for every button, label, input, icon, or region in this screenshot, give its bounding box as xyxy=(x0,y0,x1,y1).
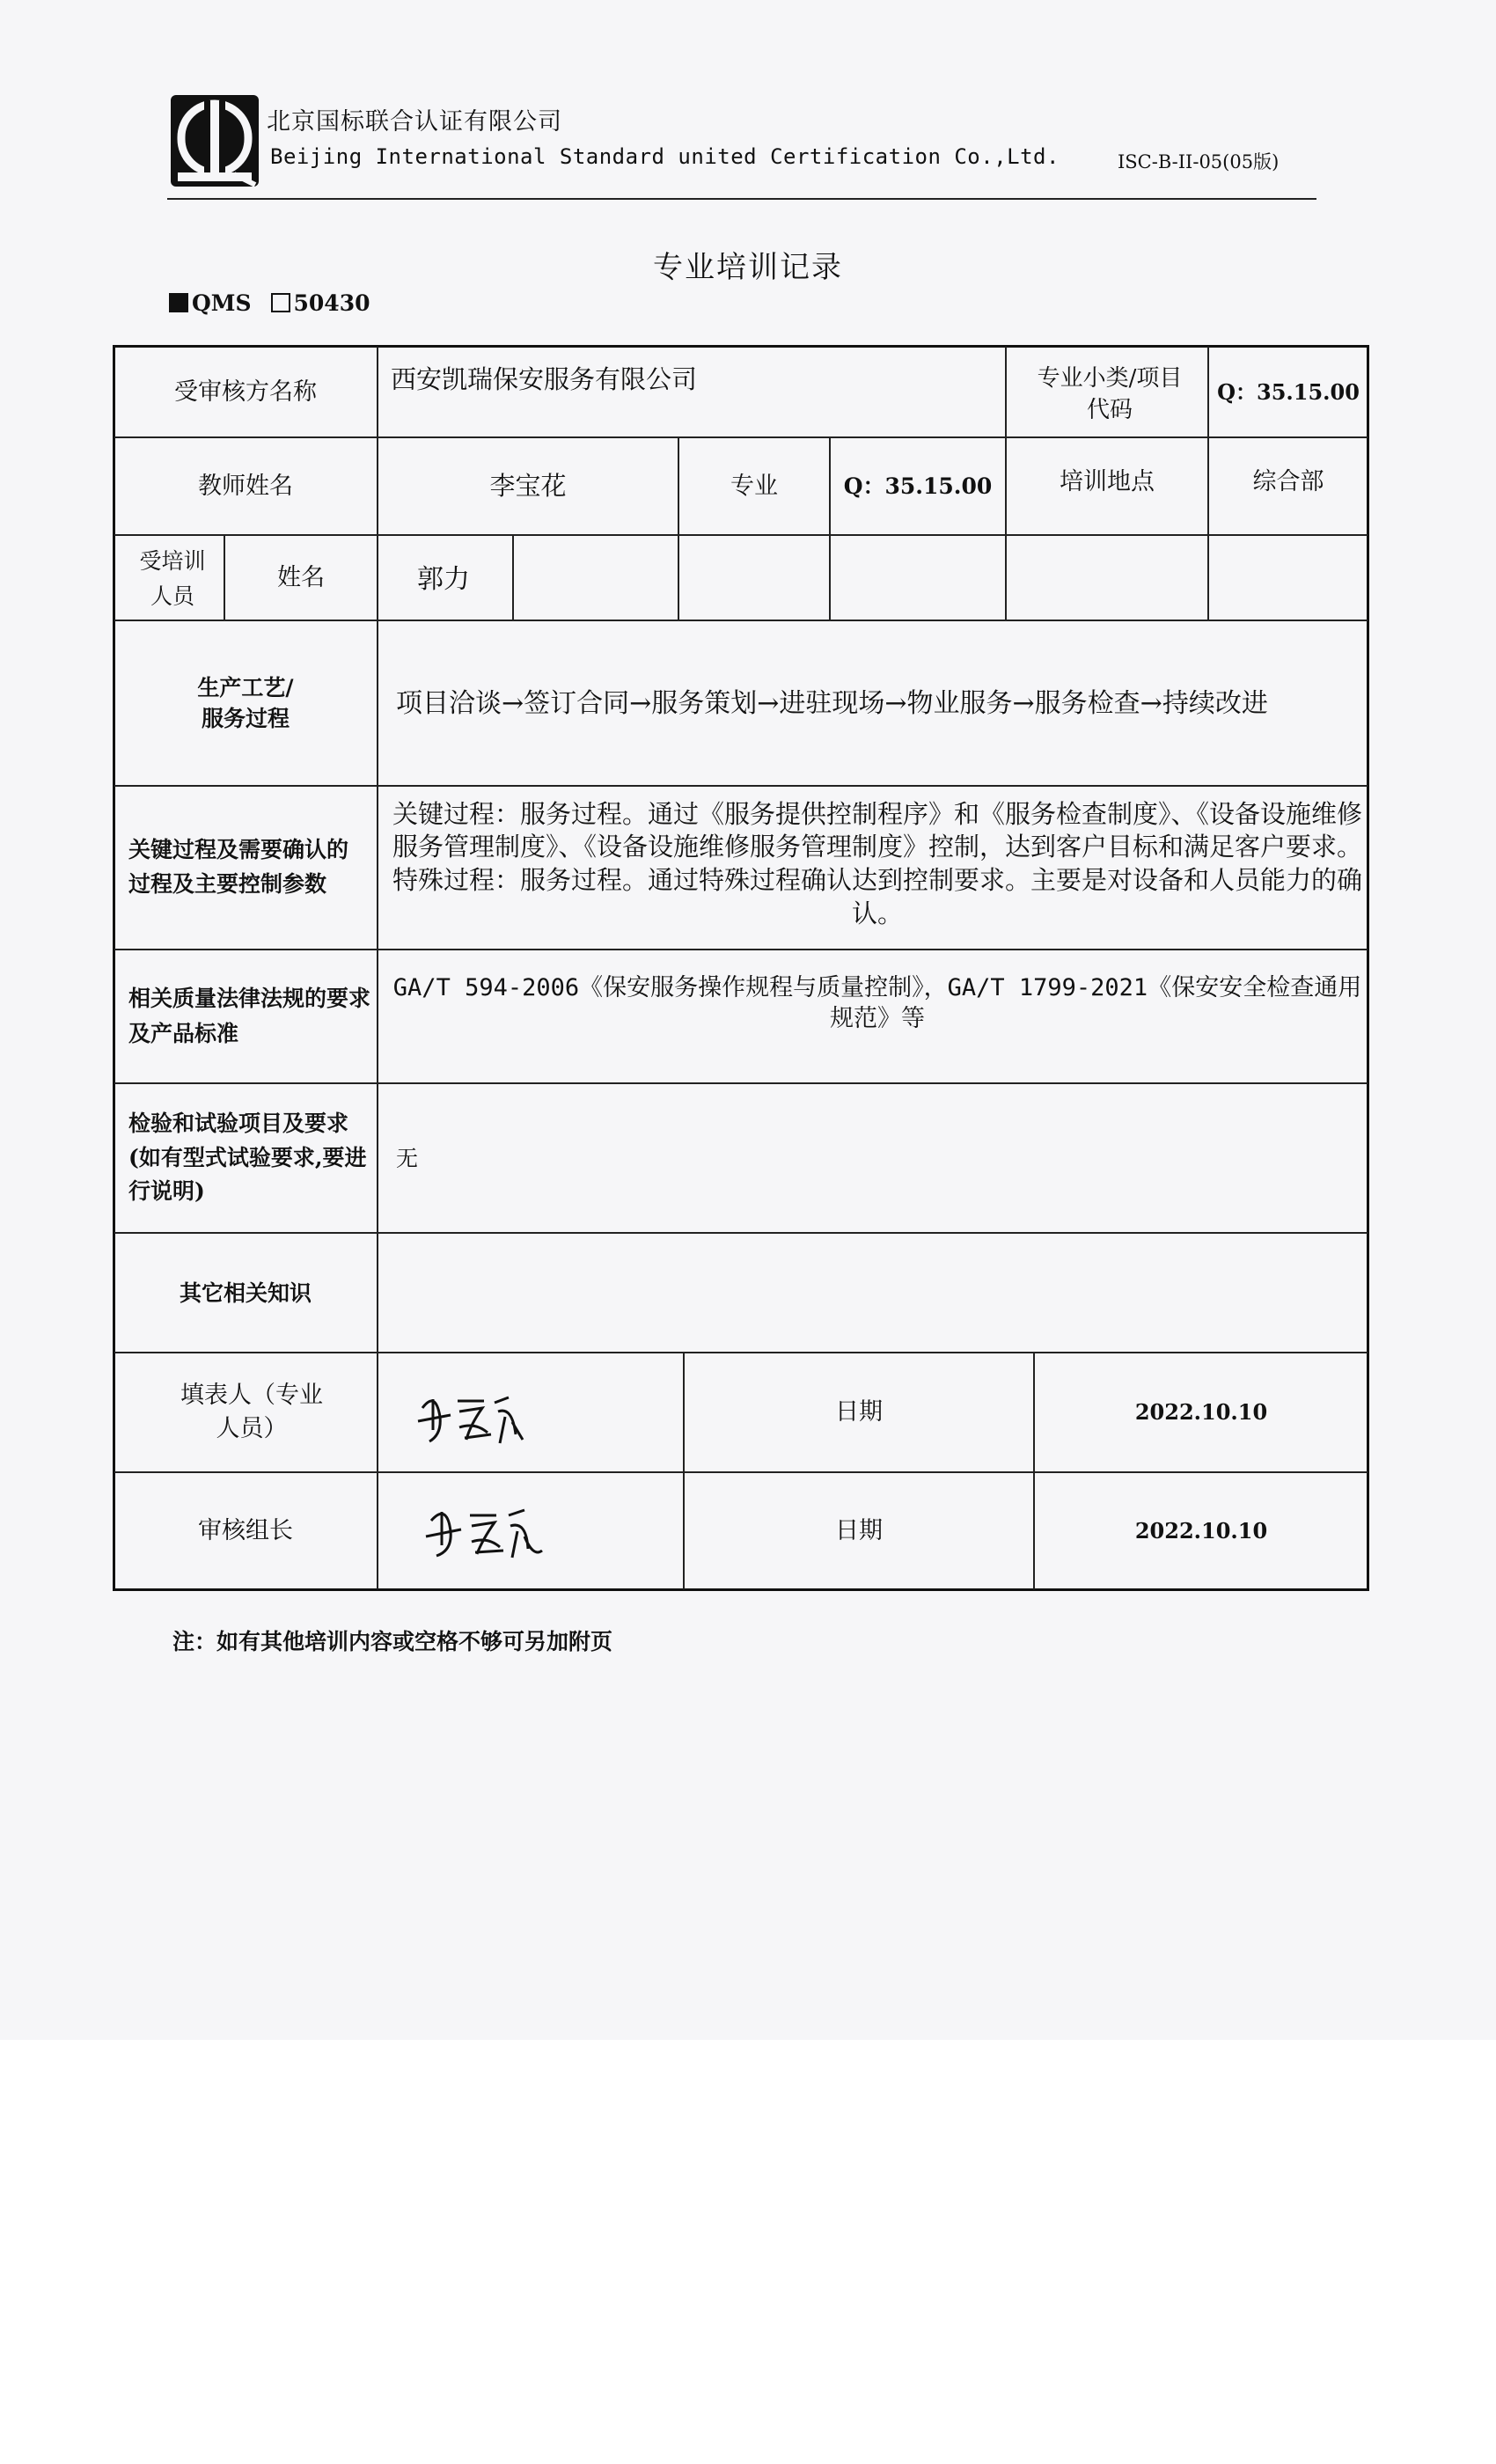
teacher-value: 李宝花 xyxy=(489,471,567,502)
leader-signature xyxy=(422,1496,546,1566)
key-process-text-1: 关键过程：服务过程。通过《服务提供控制程序》和《服务检查制度》、《设备设施维修服务管理制度》、《设备设施维修服务管理制度》控制，达到客户目标和满足客户要求。 xyxy=(392,798,1363,862)
page-title: 专业培训记录 xyxy=(653,250,843,285)
company-name-cn: 北京国标联合认证有限公司 xyxy=(267,108,562,136)
leader-date-value: 2022.10.10 xyxy=(1134,1518,1268,1544)
inspection-label: 检验和试验项目及要求(如有型式试验要求,要进行说明) xyxy=(128,1110,367,1205)
standard-checkboxes xyxy=(169,290,370,316)
teacher-label: 教师姓名 xyxy=(198,472,293,500)
inspection-value: 无 xyxy=(396,1145,419,1171)
filler-label: 填表人（专业人员） xyxy=(180,1382,323,1442)
company-logo-icon xyxy=(169,93,260,190)
subcat-label: 专业小类/项目代码 xyxy=(1037,364,1183,423)
trainee-name-value: 郭力 xyxy=(417,564,470,595)
process-value: 项目洽谈→签订合同→服务策划→进驻现场→物业服务→服务检查→持续改进 xyxy=(396,687,1268,719)
trainee-label: 受培训人员 xyxy=(139,547,206,609)
header-divider xyxy=(167,198,1316,200)
auditee-value: 西安凯瑞保安服务有限公司 xyxy=(391,363,698,394)
law-value: GA/T 594-2006《保安服务操作规程与质量控制》，GA/T 1799-2021《保安安全检查通用规范》等 xyxy=(392,973,1362,1032)
qms-checkbox[interactable] xyxy=(169,293,188,312)
qms-label: QMS xyxy=(192,290,252,316)
leader-date-label: 日期 xyxy=(835,1517,883,1545)
filler-signature xyxy=(414,1382,528,1452)
key-process-value xyxy=(392,780,1362,949)
location-label: 培训地点 xyxy=(1060,468,1155,496)
subcat-value: Q：35.15.00 xyxy=(1217,379,1360,406)
filler-date-value: 2022.10.10 xyxy=(1134,1399,1268,1426)
company-name-en: Beijing International Standard united Certification Co.,Ltd. xyxy=(270,144,1060,169)
law-label: 相关质量法律法规的要求及产品标准 xyxy=(128,986,371,1046)
process-label-text: 生产工艺/服务过程 xyxy=(197,675,294,731)
key-process-label: 关键过程及需要确认的过程及主要控制参数 xyxy=(128,837,349,897)
major-label: 专业 xyxy=(730,472,778,500)
filler-date-label: 日期 xyxy=(835,1398,883,1426)
other-standard-label: 50430 xyxy=(293,290,370,316)
other-knowledge-label: 其它相关知识 xyxy=(179,1280,312,1306)
auditee-label: 受审核方名称 xyxy=(174,378,317,407)
other-checkbox[interactable] xyxy=(271,293,290,312)
leader-label: 审核组长 xyxy=(198,1517,293,1545)
location-value: 综合部 xyxy=(1252,468,1324,496)
major-value: Q：35.15.00 xyxy=(843,473,993,499)
document-code: ISC-B-II-05(05版) xyxy=(1118,151,1280,172)
trainee-name-label: 姓名 xyxy=(277,563,325,591)
footnote: 注：如有其他培训内容或空格不够可另加附页 xyxy=(172,1629,613,1654)
key-process-text-2: 特殊过程：服务过程。通过特殊过程确认达到控制要求。主要是对设备和人员能力的确认。 xyxy=(392,865,1363,928)
process-label xyxy=(114,621,377,785)
